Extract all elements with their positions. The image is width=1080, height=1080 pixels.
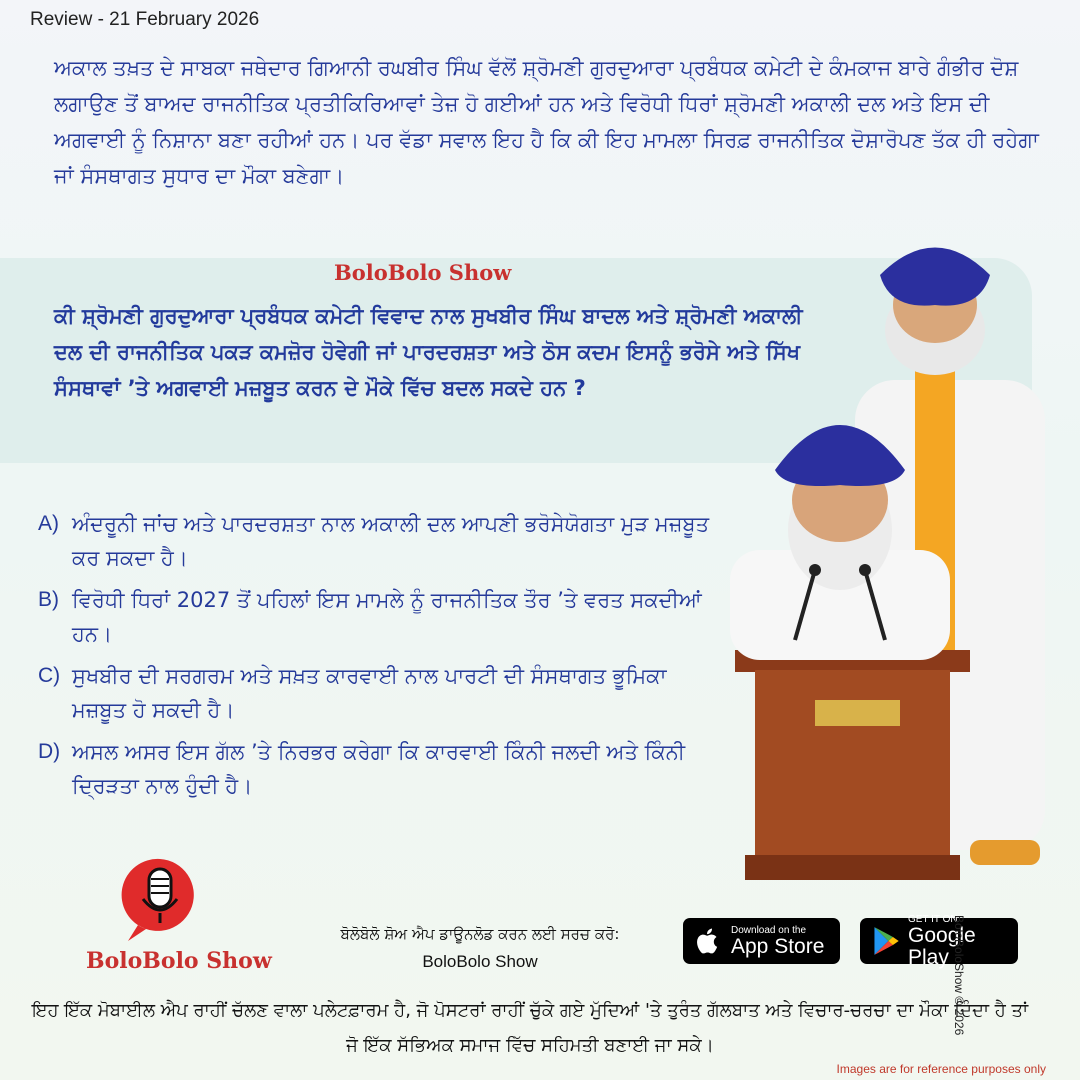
option-text: ਅਸਲ ਅਸਰ ਇਸ ਗੱਲ ’ਤੇ ਨਿਰਭਰ ਕਰੇਗਾ ਕਿ ਕਾਰਵਾਈ ਕਿੰਨੀ ਜਲਦੀ ਅਤੇ ਕਿੰਨੀ ਦ੍ਰਿੜਤਾ ਨਾਲ ਹੁੰਦੀ ਹੈ। — [72, 740, 686, 798]
app-store-big: App Store — [731, 934, 825, 958]
leaders-illustration — [720, 230, 1060, 890]
brand-watermark: BoloBolo Show — [334, 260, 512, 285]
option-letter: D) — [38, 740, 61, 763]
app-store-small: Download on the — [731, 924, 807, 936]
answer-options — [38, 507, 718, 811]
google-play-small: GET IT ON — [908, 913, 958, 925]
intro-paragraph: ਅਕਾਲ ਤਖ਼ਤ ਦੇ ਸਾਬਕਾ ਜਥੇਦਾਰ ਗਿਆਨੀ ਰਘਬੀਰ ਸਿੰਘ ਵੱਲੋਂ ਸ਼੍ਰੋਮਣੀ ਗੁਰਦੁਆਰਾ ਪ੍ਰਬੰਧਕ ਕਮੇਟੀ ਦੇ ਕੰਮਕਾਜ ਬਾਰੇ ਗੰਭੀਰ ਦੋਸ਼ ਲਗਾਉਣ ਤੋਂ ਬਾਅਦ ਰਾਜਨੀਤਿਕ ਪ੍ਰਤੀਕਿਰਿਆਵਾਂ ਤੇਜ਼ ਹੋ ਗਈਆਂ ਹਨ ਅਤੇ ਵਿਰੋਧੀ ਧਿਰਾਂ ਸ਼੍ਰੋਮਣੀ ਅਕਾਲੀ ਦਲ ਅਤੇ ਇਸ ਦੀ ਅਗਵਾਈ ਨੂੰ ਨਿਸ਼ਾਨਾ ਬਣਾ ਰਹੀਆਂ ਹਨ। ਪਰ ਵੱਡਾ ਸਵਾਲ ਇਹ ਹੈ ਕਿ ਕੀ ਇਹ ਮਾਮਲਾ ਸਿਰਫ਼ ਰਾਜਨੀਤਿਕ ਦੋਸ਼ਾਰੋਪਣ ਤੱਕ ਹੀ ਰਹੇਗਾ ਜਾਂ ਸੰਸਥਾਗਤ ਸੁਧਾਰ ਦਾ ਮੌਕਾ ਬਣੇਗਾ। — [54, 56, 1039, 188]
option-text: ਸੁਖਬੀਰ ਦੀ ਸਰਗਰਮ ਅਤੇ ਸਖ਼ਤ ਕਾਰਵਾਈ ਨਾਲ ਪਾਰਟੀ ਦੀ ਸੰਸਥਾਗਤ ਭੂਮਿਕਾ ਮਜ਼ਬੂਤ ਹੋ ਸਕਦੀ ਹੈ। — [72, 664, 667, 722]
option-a — [38, 507, 718, 575]
brand-logo-text: BoloBolo Show — [86, 948, 272, 974]
app-store-button[interactable] — [683, 918, 840, 964]
google-play-icon — [872, 926, 900, 956]
image-disclaimer: Images are for reference purposes only — [836, 1062, 1046, 1076]
copyright-text: BoloBoloShow © 2026 — [951, 915, 966, 1036]
option-letter: B) — [38, 588, 59, 611]
option-text: ਅੰਦਰੂਨੀ ਜਾਂਚ ਅਤੇ ਪਾਰਦਰਸ਼ਤਾ ਨਾਲ ਅਕਾਲੀ ਦਲ ਆਪਣੀ ਭਰੋਸੇਯੋਗਤਾ ਮੁੜ ਮਜ਼ਬੂਤ ਕਰ ਸਕਦਾ ਹੈ। — [72, 512, 710, 570]
option-letter: A) — [38, 512, 59, 535]
search-app-name: BoloBolo Show — [422, 952, 538, 971]
search-prompt: ਬੋਲੋਬੋਲੋ ਸ਼ੋਅ ਐਪ ਡਾਊਨਲੋਡ ਕਰਨ ਲਈ ਸਰਚ ਕਰੋ: — [340, 925, 620, 943]
platform-description: ਇਹ ਇੱਕ ਮੋਬਾਈਲ ਐਪ ਰਾਹੀਂ ਚੱਲਣ ਵਾਲਾ ਪਲੇਟਫ਼ਾਰਮ ਹੈ, ਜੋ ਪੋਸਟਰਾਂ ਰਾਹੀਂ ਚੁੱਕੇ ਗਏ ਮੁੱਦਿਆਂ 'ਤੇ ਤੁਰੰਤ ਗੱਲਬਾਤ ਅਤੇ ਵਿਚਾਰ-ਚਰਚਾ ਦਾ ਮੌਕਾ ਦਿੰਦਾ ਹੈ ਤਾਂ ਜੋ ਇੱਕ ਸੱਭਿਅਕ ਸਮਾਜ ਵਿੱਚ ਸਹਿਮਤੀ ਬਣਾਈ ਜਾ ਸਕੇ। — [31, 1000, 1029, 1056]
question-text: ਕੀ ਸ਼੍ਰੋਮਣੀ ਗੁਰਦੁਆਰਾ ਪ੍ਰਬੰਧਕ ਕਮੇਟੀ ਵਿਵਾਦ ਨਾਲ ਸੁਖਬੀਰ ਸਿੰਘ ਬਾਦਲ ਅਤੇ ਸ਼੍ਰੋਮਣੀ ਅਕਾਲੀ ਦਲ ਦੀ ਰਾਜਨੀਤਿਕ ਪਕੜ ਕਮਜ਼ੋਰ ਹੋਵੇਗੀ ਜਾਂ ਪਾਰਦਰਸ਼ਤਾ ਅਤੇ ਠੋਸ ਕਦਮ ਇਸਨੂੰ ਭਰੋਸੇ ਅਤੇ ਸਿੱਖ ਸੰਸਥਾਵਾਂ ’ਤੇ ਅਗਵਾਈ ਮਜ਼ਬੂਤ ਕਰਨ ਦੇ ਮੌਕੇ ਵਿੱਚ ਬਦਲ ਸਕਦੇ ਹਨ ? — [54, 304, 803, 400]
option-c — [38, 659, 718, 727]
option-letter: C) — [38, 664, 61, 687]
google-play-big: Google Play — [908, 923, 976, 969]
google-play-button[interactable] — [860, 913, 1018, 969]
option-text: ਵਿਰੋਧੀ ਧਿਰਾਂ 2027 ਤੋਂ ਪਹਿਲਾਂ ਇਸ ਮਾਮਲੇ ਨੂੰ ਰਾਜਨੀਤਿਕ ਤੌਰ ’ਤੇ ਵਰਤ ਸਕਦੀਆਂ ਹਨ। — [72, 588, 702, 646]
apple-icon — [695, 926, 723, 956]
microphone-icon — [120, 855, 200, 945]
option-b — [38, 583, 718, 651]
option-d — [38, 735, 718, 803]
review-date: Review - 21 February 2026 — [30, 9, 260, 30]
app-search-info — [300, 920, 660, 976]
